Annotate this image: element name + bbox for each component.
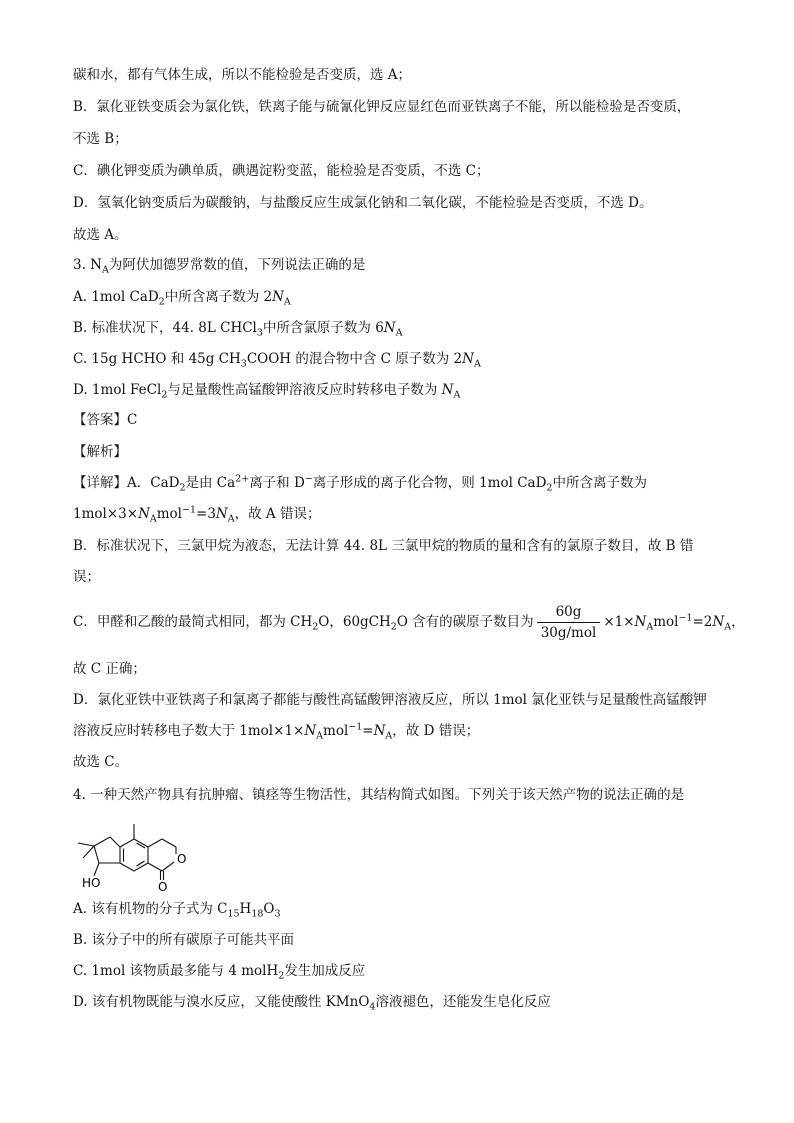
q2-explanation-option-c: C．碘化钾变质为碘单质，碘遇淀粉变蓝，能检验是否变质，不选 C； — [73, 163, 490, 179]
q3-explanation-d-calc: 溶液反应时转移电子数大于 $1mol\times 1\times N_Amol^{-1}=N_A$，故 D 错误； — [73, 721, 480, 742]
q3-explanation-a-calc: $1mol\times 3\times N_Amol^{-1}=3N_A$，故 A 错误； — [73, 504, 321, 525]
q3-answer: 【答案】C — [73, 412, 138, 428]
q3-analysis-heading: 【解析】 — [73, 444, 127, 460]
carbonyl-oxygen-label: O — [158, 880, 168, 894]
q2-explanation-option-b-cont: 不选 B； — [73, 131, 128, 147]
q3-option-d: D. 1mol FeCl$_2$与足量酸性高锰酸钾溶液反应时转移电子数为 $N_A$ — [73, 382, 461, 401]
q2-explanation-option-d: D．氢氧化钠变质后为碳酸钠，与盐酸反应生成氯化钠和二氧化碳，不能检验是否变质，不选 D。 — [73, 195, 653, 211]
hydroxyl-label: HO — [82, 876, 101, 890]
q3-explanation-b-cont: 误； — [73, 569, 100, 585]
q4-option-d: D. 该有机物既能与溴水反应，又能使酸性 KMnO$_4$溶液褪色，还能发生皂化反应 — [73, 994, 551, 1013]
q3-explanation-d: D．氯化亚铁中亚铁离子和氯离子都能与酸性高锰酸钾溶液反应，所以 1mol 氯化亚铁与足量酸性高锰酸钾 — [73, 692, 707, 708]
q2-explanation-line: 碳和水，都有气体生成，所以不能检验是否变质，选 A； — [73, 67, 412, 83]
q4-option-a: A. 该有机物的分子式为 $C_{15}H_{18}O_3$ — [73, 901, 281, 920]
q3-stem: 3. $N_A$为阿伏加德罗常数的值，下列说法正确的是 — [73, 257, 366, 276]
q3-conclusion: 故选 C。 — [73, 754, 129, 770]
q4-option-c: C. 1mol 该物质最多能与 4 molH$_2$发生加成反应 — [73, 963, 366, 982]
ring-oxygen-label: O — [177, 852, 187, 866]
fraction-denominator: 30g/mol — [540, 625, 597, 641]
q4-stem: 4. 一种天然产物具有抗肿瘤、镇痉等生物活性，其结构简式如图。下列关于该天然产物的说法正确的是 — [73, 787, 685, 803]
q3-option-a: A. 1mol CaD$_2$中所含离子数为 $2N_A$ — [73, 289, 291, 308]
fraction-numerator: 60g — [537, 604, 601, 623]
molecule-structure-diagram — [64, 816, 214, 896]
q3-option-b: B. 标准状况下，44. 8L CHCl$_3$中所含氯原子数为 $6N_A$ — [73, 320, 403, 339]
q3-option-c: C. 15g HCHO 和 45g $CH_3COOH$ 的混合物中含 C 原子数为 $2N_A$ — [73, 351, 481, 370]
q3-explanation-c: C．甲醛和乙酸的最简式相同，都为 $CH_2O$，60gCH$_2$O 含有的碳原子数目为 $\frac{60g}{\text{30g/mol}}$ $\times 1\times N_Amol^{-1}=2N_A$， — [73, 604, 745, 641]
q3-explanation-b: B．标准状况下，三氯甲烷为液态，无法计算 44. 8L 三氯甲烷的物质的量和含有的氯原子数目，故 B 错 — [73, 538, 694, 554]
molar-fraction — [537, 604, 601, 641]
q2-explanation-option-b: B．氯化亚铁变质会为氯化铁，铁离子能与硫氰化钾反应显红色而亚铁离子不能，所以能检验是否变质， — [73, 99, 691, 115]
molecule-bonds — [78, 824, 176, 880]
q2-conclusion: 故选 A。 — [73, 227, 128, 243]
q3-explanation-c-cont: 故 C 正确； — [73, 661, 146, 677]
q3-explanation-a: 【详解】A．CaD$_2$是由 $Ca^{2+}$离子和 D−离子形成的离子化合物，则 1mol CaD$_2$中所含离子数为 — [73, 473, 647, 494]
q4-option-b: B. 该分子中的所有碳原子可能共平面 — [73, 932, 295, 948]
